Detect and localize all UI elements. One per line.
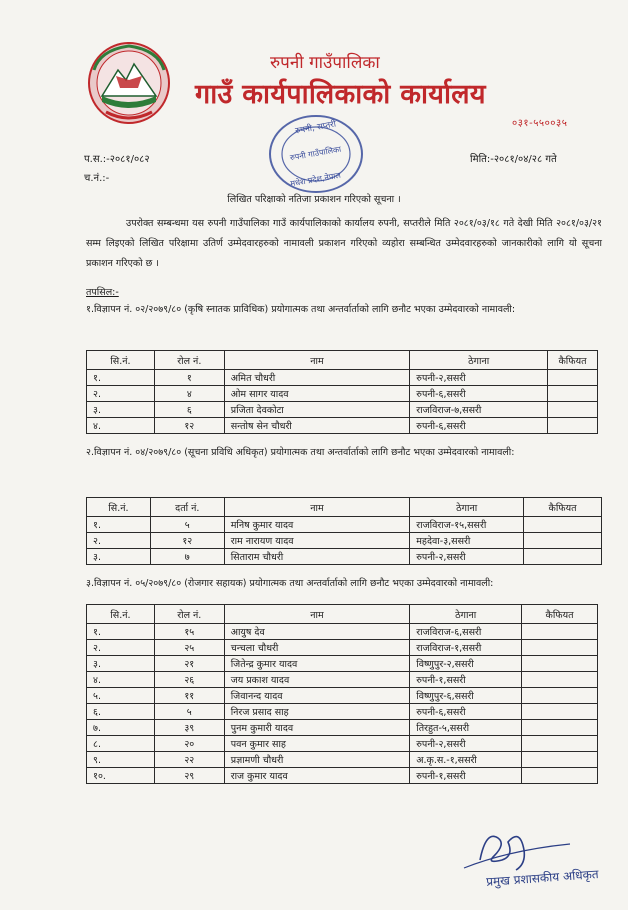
column-header: दर्ता नं. [150, 498, 224, 517]
address-cell: रुपनी-२,ससरी [410, 549, 524, 565]
serial-cell: ४. [87, 418, 155, 434]
address-cell: राजविराज-६,ससरी [410, 624, 522, 640]
address-cell: रुपनी-६,ससरी [410, 418, 548, 434]
svg-text:रुपनी गाउँपालिका: रुपनी गाउँपालिका [289, 144, 342, 163]
table-row [87, 370, 598, 386]
remarks-cell [522, 736, 598, 752]
roll-cell: ६ [154, 402, 224, 418]
address-cell: विष्णुपुर-६,ससरी [410, 688, 522, 704]
table-row [87, 418, 598, 434]
serial-cell: ९. [87, 752, 155, 768]
name-cell: मनिष कुमार यादव [224, 517, 410, 533]
table-row [87, 640, 598, 656]
notice-paragraph [86, 214, 602, 274]
serial-cell: ३. [87, 656, 155, 672]
remarks-cell [524, 533, 602, 549]
serial-cell: ६. [87, 704, 155, 720]
name-cell: राज कुमार यादव [224, 768, 410, 784]
table-row [87, 752, 598, 768]
registration-cell: १२ [150, 533, 224, 549]
section-2-heading: २.विज्ञापन नं. ०४/२०७९/८० (सूचना प्रविधि अधिकृत) प्रयोगात्मक तथा अन्तर्वार्ताको लागि छनौट भएका उम्मेदवारको नामावली: [86, 447, 515, 458]
address-cell: रुपनी-६,ससरी [410, 386, 548, 402]
remarks-cell [548, 418, 598, 434]
address-cell: रुपनी-२,ससरी [410, 736, 522, 752]
remarks-cell [524, 517, 602, 533]
details-label: तपसिल:- [86, 287, 119, 298]
registration-cell: ५ [150, 517, 224, 533]
table-header-row [87, 351, 598, 370]
remarks-cell [522, 688, 598, 704]
name-cell: पवन कुमार साह [224, 736, 410, 752]
remarks-cell [522, 672, 598, 688]
phone-number: ०३१-५५००३५ [512, 118, 568, 129]
name-cell: सन्तोष सेन चौधरी [224, 418, 410, 434]
column-header: कैफियत [524, 498, 602, 517]
name-cell: राम नारायण यादव [224, 533, 410, 549]
section-1-table [86, 350, 598, 434]
roll-cell: २९ [154, 768, 224, 784]
serial-cell: २. [87, 533, 151, 549]
column-header: नाम [224, 498, 410, 517]
roll-cell: २६ [154, 672, 224, 688]
roll-cell: २५ [154, 640, 224, 656]
remarks-cell [548, 386, 598, 402]
table-row [87, 768, 598, 784]
address-cell: अ.कृ.स.-१,ससरी [410, 752, 522, 768]
dispatch-number: च.नं.:- [84, 173, 110, 184]
name-cell: अमित चौधरी [224, 370, 410, 386]
remarks-cell [522, 656, 598, 672]
column-header: ठेगाना [410, 351, 548, 370]
name-cell: चन्चला चौधरी [224, 640, 410, 656]
column-header: ठेगाना [410, 605, 522, 624]
nepal-emblem-icon [86, 40, 172, 126]
address-cell: राजविराज-१,ससरी [410, 640, 522, 656]
serial-cell: ३. [87, 549, 151, 565]
table-row [87, 402, 598, 418]
address-cell: राजविराज-७,ससरी [410, 402, 548, 418]
reference-number: प.स.:-२०८१/०८२ [84, 154, 150, 165]
table-row [87, 736, 598, 752]
section-2-table [86, 497, 602, 565]
roll-cell: ४ [154, 386, 224, 402]
serial-cell: २. [87, 386, 155, 402]
name-cell: जिवानन्द यादव [224, 688, 410, 704]
roll-cell: ३९ [154, 720, 224, 736]
office-stamp [262, 110, 370, 198]
section-1-heading: १.विज्ञापन नं. ०२/२०७९/८० (कृषि स्नातक प्राविधिक) प्रयोगात्मक तथा अन्तर्वार्ताको लागि छनौट भएका उम्मेदवारको नामावली: [86, 304, 516, 315]
name-cell: ओम सागर यादव [224, 386, 410, 402]
column-header: रोल नं. [154, 605, 224, 624]
notice-paragraph-text: उपरोक्त सम्बन्धमा यस रुपनी गाउँपालिका गाउँ कार्यपालिकाको कार्यालय रुपनी, सप्तरीले मिति २०८१/०३/१८ गते देखी मिति २०८१/०३/२१ सम्म लिइएको लिखित परिक्षामा उतिर्ण उम्मेदवारहरुको नामावली प्रकाशन गरिएको व्यहोरा सम्बन्धित उम्मेदवारहरुको जानकारीको लागि यो सूचना प्रकाशन गरिएको छ । [86, 218, 602, 269]
table-row [87, 624, 598, 640]
column-header: कैफियत [522, 605, 598, 624]
serial-cell: ४. [87, 672, 155, 688]
remarks-cell [522, 752, 598, 768]
table-row [87, 672, 598, 688]
registration-cell: ७ [150, 549, 224, 565]
name-cell: जितेन्द्र कुमार यादव [224, 656, 410, 672]
column-header: सि.नं. [87, 498, 151, 517]
remarks-cell [522, 768, 598, 784]
svg-text:रुपनी, सप्तरी: रुपनी, सप्तरी [294, 119, 337, 137]
name-cell: प्रज्ञामणी चौधरी [224, 752, 410, 768]
name-cell: पुनम कुमारी यादव [224, 720, 410, 736]
remarks-cell [522, 640, 598, 656]
name-cell: आयुष देव [224, 624, 410, 640]
table-row [87, 688, 598, 704]
roll-cell: २० [154, 736, 224, 752]
serial-cell: १. [87, 517, 151, 533]
notice-date: मिति:-२०८१/०४/२८ गते [470, 154, 557, 165]
column-header: सि.नं. [87, 351, 155, 370]
table-row [87, 549, 602, 565]
address-cell: तिरहुत-५,ससरी [410, 720, 522, 736]
serial-cell: ७. [87, 720, 155, 736]
table-row [87, 720, 598, 736]
svg-text:मधेश प्रदेश,नेपाल: मधेश प्रदेश,नेपाल [289, 170, 342, 189]
table-header-row [87, 498, 602, 517]
section-3-heading: ३.विज्ञापन नं. ०५/२०७९/८० (रोजगार सहायक) प्रयोगात्मक तथा अन्तर्वार्ताको लागि छनौट भएका उम्मेदवारको नामावली: [86, 578, 494, 589]
org-name: रुपनी गाउँपालिका [270, 53, 380, 73]
column-header: नाम [224, 605, 410, 624]
roll-cell: ५ [154, 704, 224, 720]
notice-subject: लिखित परिक्षाको नतिजा प्रकाशन गरिएको सूचना । [227, 194, 401, 205]
name-cell: प्रजिता देवकोटा [224, 402, 410, 418]
serial-cell: ५. [87, 688, 155, 704]
remarks-cell [522, 720, 598, 736]
table-row [87, 517, 602, 533]
serial-cell: १. [87, 624, 155, 640]
roll-cell: २१ [154, 656, 224, 672]
remarks-cell [524, 549, 602, 565]
serial-cell: १. [87, 370, 155, 386]
section-3-table [86, 604, 598, 784]
remarks-cell [522, 624, 598, 640]
column-header: रोल नं. [154, 351, 224, 370]
address-cell: विष्णुपुर-२,ससरी [410, 656, 522, 672]
table-row [87, 656, 598, 672]
remarks-cell [522, 704, 598, 720]
address-cell: रुपनी-१,ससरी [410, 672, 522, 688]
signatory-title: प्रमुख प्रशासकीय अधिकृत [485, 867, 600, 889]
address-cell: रुपनी-१,ससरी [410, 768, 522, 784]
serial-cell: १०. [87, 768, 155, 784]
table-row [87, 386, 598, 402]
address-cell: महदेवा-३,ससरी [410, 533, 524, 549]
address-cell: राजविराज-१५,ससरी [410, 517, 524, 533]
roll-cell: ११ [154, 688, 224, 704]
column-header: नाम [224, 351, 410, 370]
roll-cell: २२ [154, 752, 224, 768]
name-cell: निरज प्रसाद साह [224, 704, 410, 720]
address-cell: रुपनी-२,ससरी [410, 370, 548, 386]
remarks-cell [548, 402, 598, 418]
name-cell: सिताराम चौधरी [224, 549, 410, 565]
remarks-cell [548, 370, 598, 386]
table-header-row [87, 605, 598, 624]
column-header: सि.नं. [87, 605, 155, 624]
table-row [87, 533, 602, 549]
roll-cell: १५ [154, 624, 224, 640]
address-cell: रुपनी-६,ससरी [410, 704, 522, 720]
roll-cell: १२ [154, 418, 224, 434]
name-cell: जय प्रकाश यादव [224, 672, 410, 688]
serial-cell: २. [87, 640, 155, 656]
table-row [87, 704, 598, 720]
column-header: कैफियत [548, 351, 598, 370]
serial-cell: ३. [87, 402, 155, 418]
office-name: गाउँ कार्यपालिकाको कार्यालय [195, 79, 486, 110]
roll-cell: १ [154, 370, 224, 386]
column-header: ठेगाना [410, 498, 524, 517]
serial-cell: ८. [87, 736, 155, 752]
